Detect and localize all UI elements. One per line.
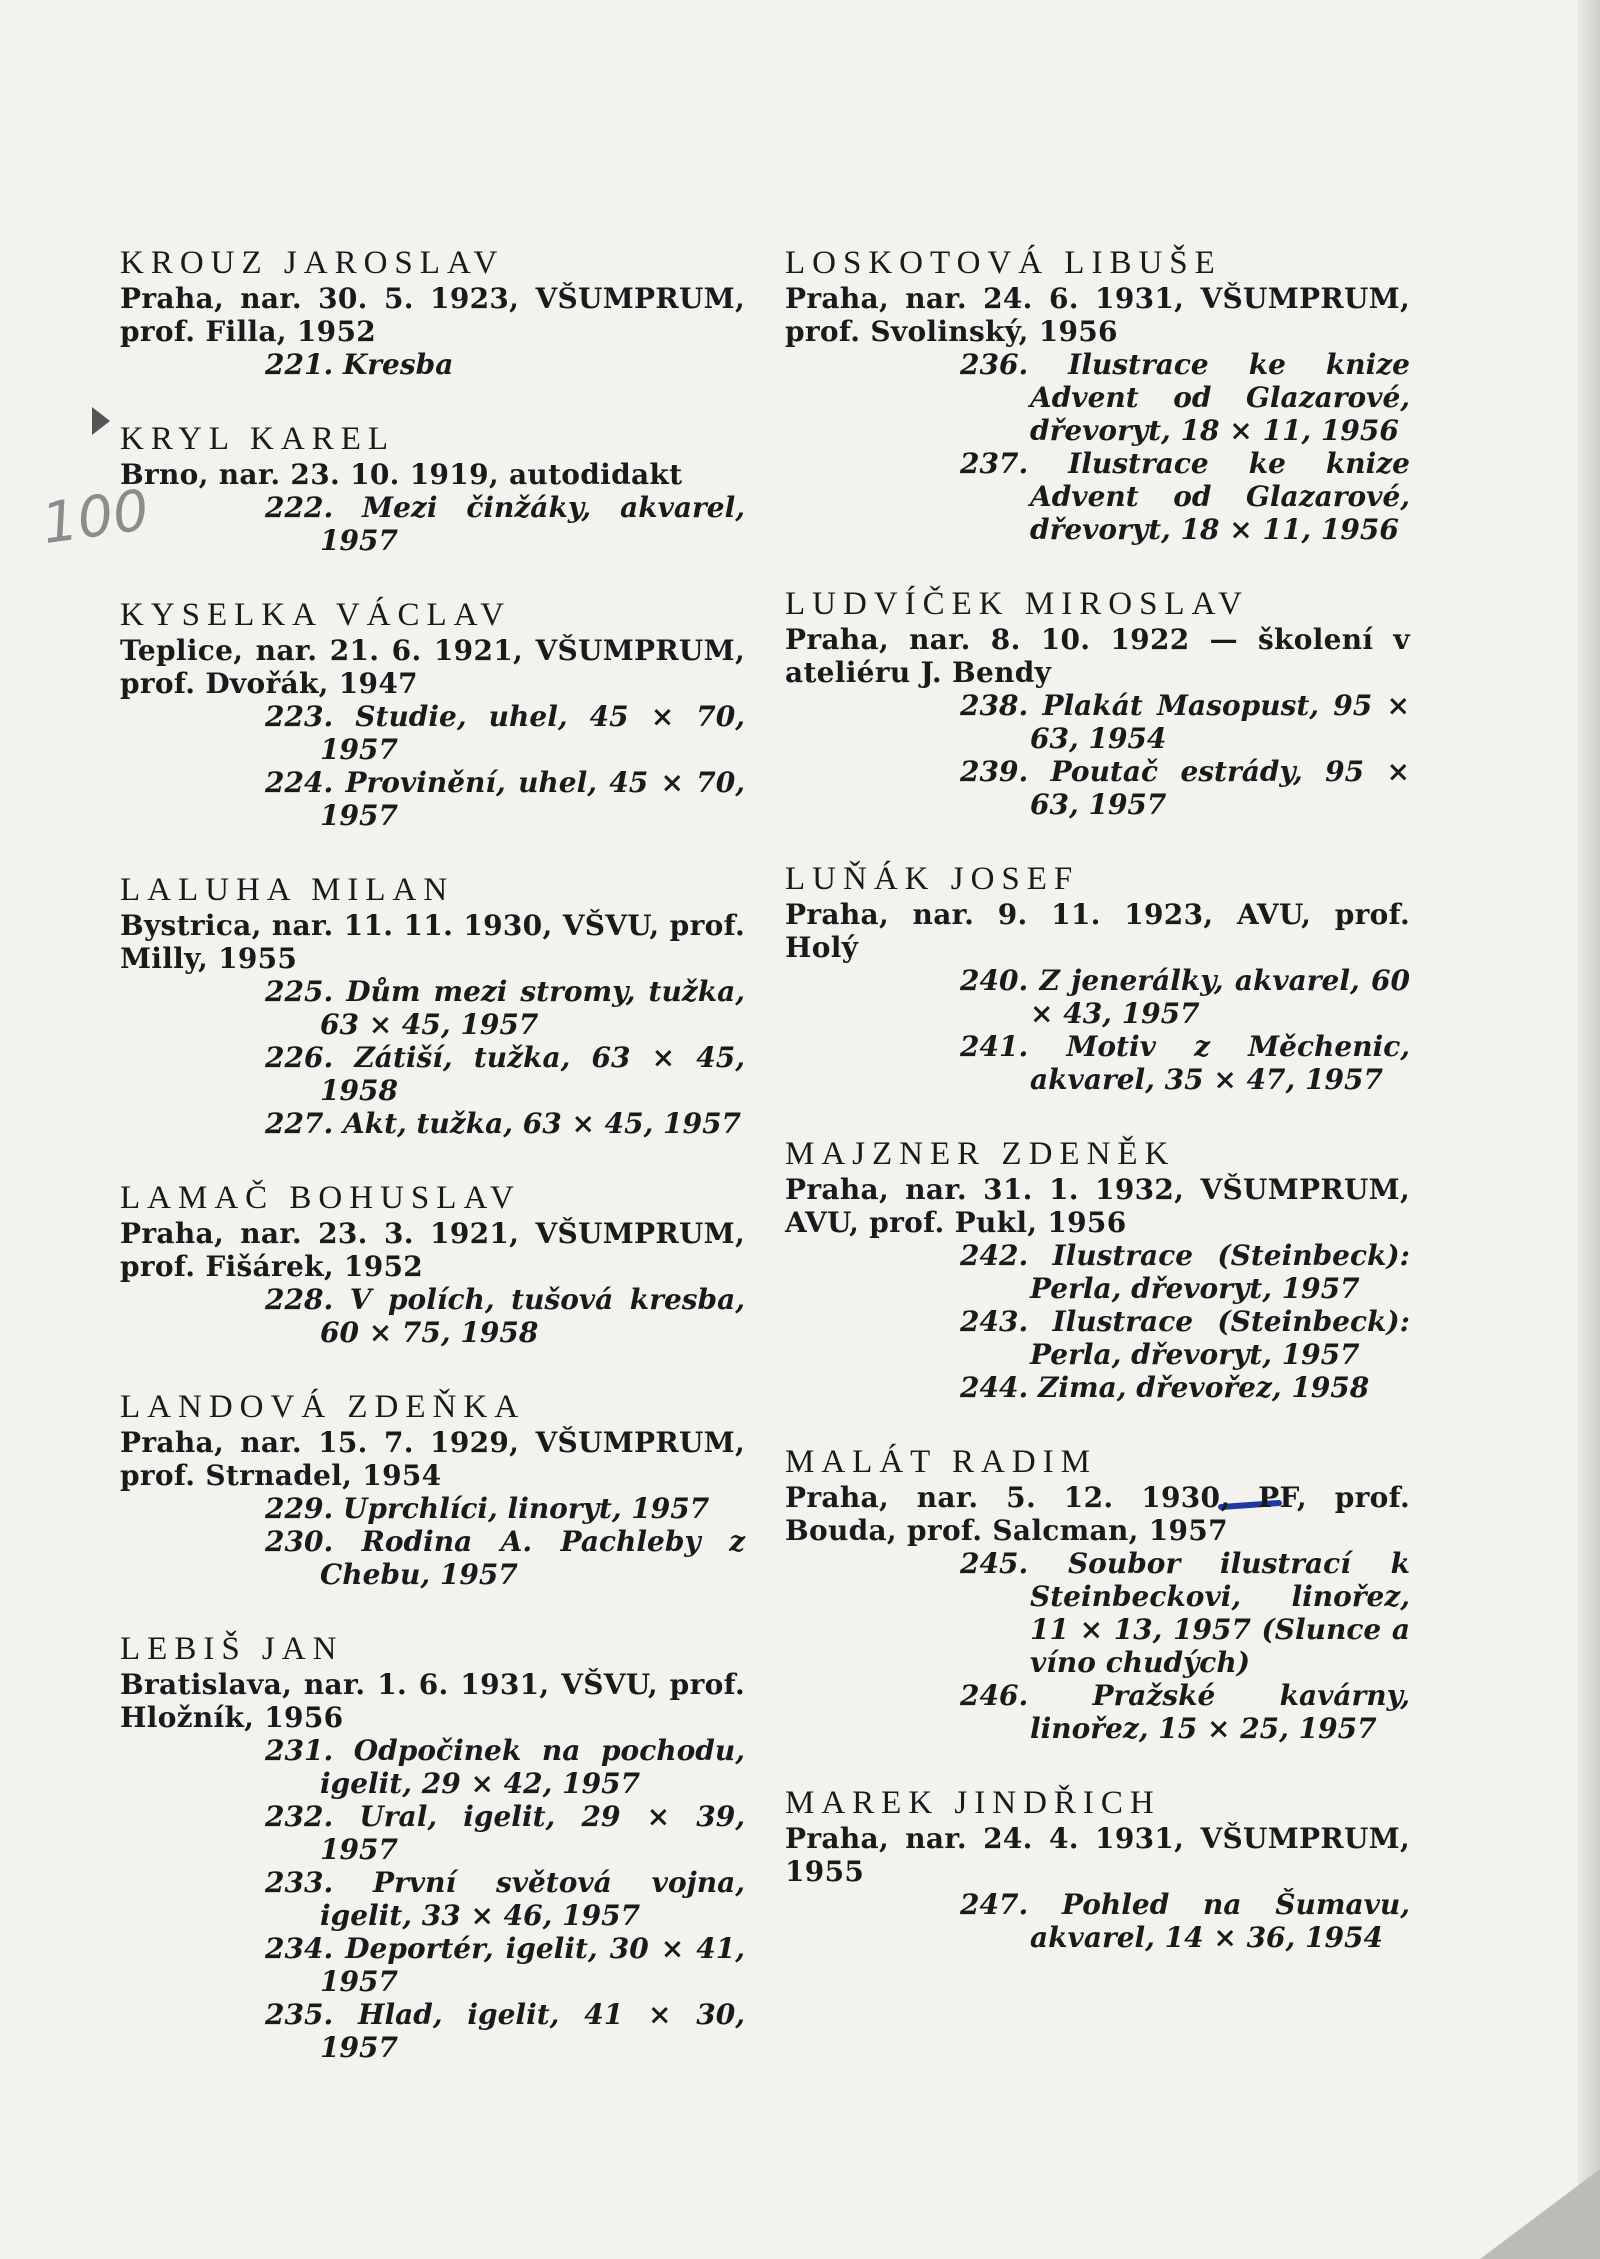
work-item: 225. Dům mezi stromy, tužka, 63 × 45, 1957 [265, 975, 745, 1041]
artist-info: Bratislava, nar. 1. 6. 1931, VŠVU, prof. Hložník, 1956 [120, 1668, 745, 1734]
artist-name: LUDVÍČEK MIROSLAV [785, 586, 1249, 622]
work-item: 247. Pohled na Šumavu, akvarel, 14 × 36, 1954 [960, 1888, 1410, 1954]
work-item: 228. V polích, tušová kresba, 60 × 75, 1958 [265, 1283, 745, 1349]
work-item: 223. Studie, uhel, 45 × 70, 1957 [265, 700, 745, 766]
artist-entry [120, 1631, 745, 2064]
artist-info: Bystrica, nar. 11. 11. 1930, VŠVU, prof. Milly, 1955 [120, 909, 745, 975]
right-column [785, 245, 1410, 1994]
work-item: 232. Ural, igelit, 29 × 39, 1957 [265, 1800, 745, 1866]
artist-entry [785, 1444, 1410, 1745]
artist-info: Praha, nar. 9. 11. 1923, AVU, prof. Holý [785, 898, 1410, 964]
artist-name: LANDOVÁ ZDEŇKA [120, 1389, 526, 1425]
artist-entry [785, 1136, 1410, 1404]
page-corner-fold [1480, 2169, 1600, 2259]
artist-info: Praha, nar. 15. 7. 1929, VŠUMPRUM, prof. Strnadel, 1954 [120, 1426, 745, 1492]
artist-info: Teplice, nar. 21. 6. 1921, VŠUMPRUM, prof. Dvořák, 1947 [120, 634, 745, 700]
work-item: 241. Motiv z Měchenic, akvarel, 35 × 47, 1957 [960, 1030, 1410, 1096]
work-item: 221. Kresba [265, 348, 454, 381]
artist-info: Praha, nar. 23. 3. 1921, VŠUMPRUM, prof. Fišárek, 1952 [120, 1217, 745, 1283]
artist-entry [120, 245, 745, 381]
work-item: 226. Zátiší, tužka, 63 × 45, 1958 [265, 1041, 745, 1107]
artist-name: KROUZ JAROSLAV [120, 245, 505, 281]
artist-info: Praha, nar. 5. 12. 1930, PF, prof. Bouda, prof. Salcman, 1957 [785, 1481, 1410, 1547]
handwritten-margin-note: 100 [37, 477, 153, 558]
artist-info: Praha, nar. 24. 4. 1931, VŠUMPRUM, 1955 [785, 1822, 1410, 1888]
work-item: 230. Rodina A. Pachleby z Chebu, 1957 [265, 1525, 745, 1591]
work-item: 229. Uprchlíci, linoryt, 1957 [265, 1492, 710, 1525]
work-item: 244. Zima, dřevořez, 1958 [960, 1371, 1370, 1404]
artist-name: LOSKOTOVÁ LIBUŠE [785, 245, 1222, 281]
artist-info: Praha, nar. 24. 6. 1931, VŠUMPRUM, prof. Svolinský, 1956 [785, 282, 1410, 348]
artist-name: MALÁT RADIM [785, 1444, 1097, 1480]
work-item: 222. Mezi činžáky, akvarel, 1957 [265, 491, 745, 557]
artist-name: LEBIŠ JAN [120, 1631, 344, 1667]
artist-entry [785, 1785, 1410, 1954]
work-item: 246. Pražské kavárny, linořez, 15 × 25, 1957 [960, 1679, 1410, 1745]
work-item: 245. Soubor ilustrací k Steinbeckovi, linořez, 11 × 13, 1957 (Slunce a víno chudých) [960, 1547, 1410, 1679]
artist-entry [120, 1389, 745, 1591]
work-item: 233. První světová vojna, igelit, 33 × 46, 1957 [265, 1866, 745, 1932]
work-item: 237. Ilustrace ke knize Advent od Glazarové, dřevoryt, 18 × 11, 1956 [960, 447, 1410, 546]
work-item: 234. Deportér, igelit, 30 × 41, 1957 [265, 1932, 745, 1998]
artist-entry [785, 586, 1410, 821]
artist-info: Praha, nar. 8. 10. 1922 — školení v ateliéru J. Bendy [785, 623, 1410, 689]
left-column [120, 245, 745, 2104]
work-item: 238. Plakát Masopust, 95 × 63, 1954 [960, 689, 1410, 755]
artist-entry [120, 1180, 745, 1349]
artist-entry [120, 872, 745, 1140]
artist-info: Praha, nar. 30. 5. 1923, VŠUMPRUM, prof. Filla, 1952 [120, 282, 745, 348]
artist-entry [785, 245, 1410, 546]
work-item: 224. Provinění, uhel, 45 × 70, 1957 [265, 766, 745, 832]
artist-info: Brno, nar. 23. 10. 1919, autodidakt [120, 458, 683, 491]
work-item: 242. Ilustrace (Steinbeck): Perla, dřevoryt, 1957 [960, 1239, 1410, 1305]
artist-name: MAJZNER ZDENĚK [785, 1136, 1176, 1172]
page-edge-shadow [1578, 0, 1600, 2259]
work-item: 236. Ilustrace ke knize Advent od Glazarové, dřevoryt, 18 × 11, 1956 [960, 348, 1410, 447]
artist-name: LAMAČ BOHUSLAV [120, 1180, 521, 1216]
artist-info: Praha, nar. 31. 1. 1932, VŠUMPRUM, AVU, prof. Pukl, 1956 [785, 1173, 1410, 1239]
work-item: 235. Hlad, igelit, 41 × 30, 1957 [265, 1998, 745, 2064]
work-item: 239. Poutač estrády, 95 × 63, 1957 [960, 755, 1410, 821]
artist-entry [785, 861, 1410, 1096]
work-item: 231. Odpočinek na pochodu, igelit, 29 × 42, 1957 [265, 1734, 745, 1800]
artist-name: MAREK JINDŘICH [785, 1785, 1161, 1821]
artist-entry [120, 597, 745, 832]
pointer-mark-icon [92, 407, 110, 435]
work-item: 243. Ilustrace (Steinbeck): Perla, dřevoryt, 1957 [960, 1305, 1410, 1371]
artist-name: LALUHA MILAN [120, 872, 455, 908]
artist-name: KRYL KAREL [120, 421, 396, 457]
artist-name: KYSELKA VÁCLAV [120, 597, 512, 633]
artist-entry [120, 421, 745, 557]
work-item: 240. Z jenerálky, akvarel, 60 × 43, 1957 [960, 964, 1410, 1030]
artist-name: LUŇÁK JOSEF [785, 861, 1080, 897]
work-item: 227. Akt, tužka, 63 × 45, 1957 [265, 1107, 742, 1140]
